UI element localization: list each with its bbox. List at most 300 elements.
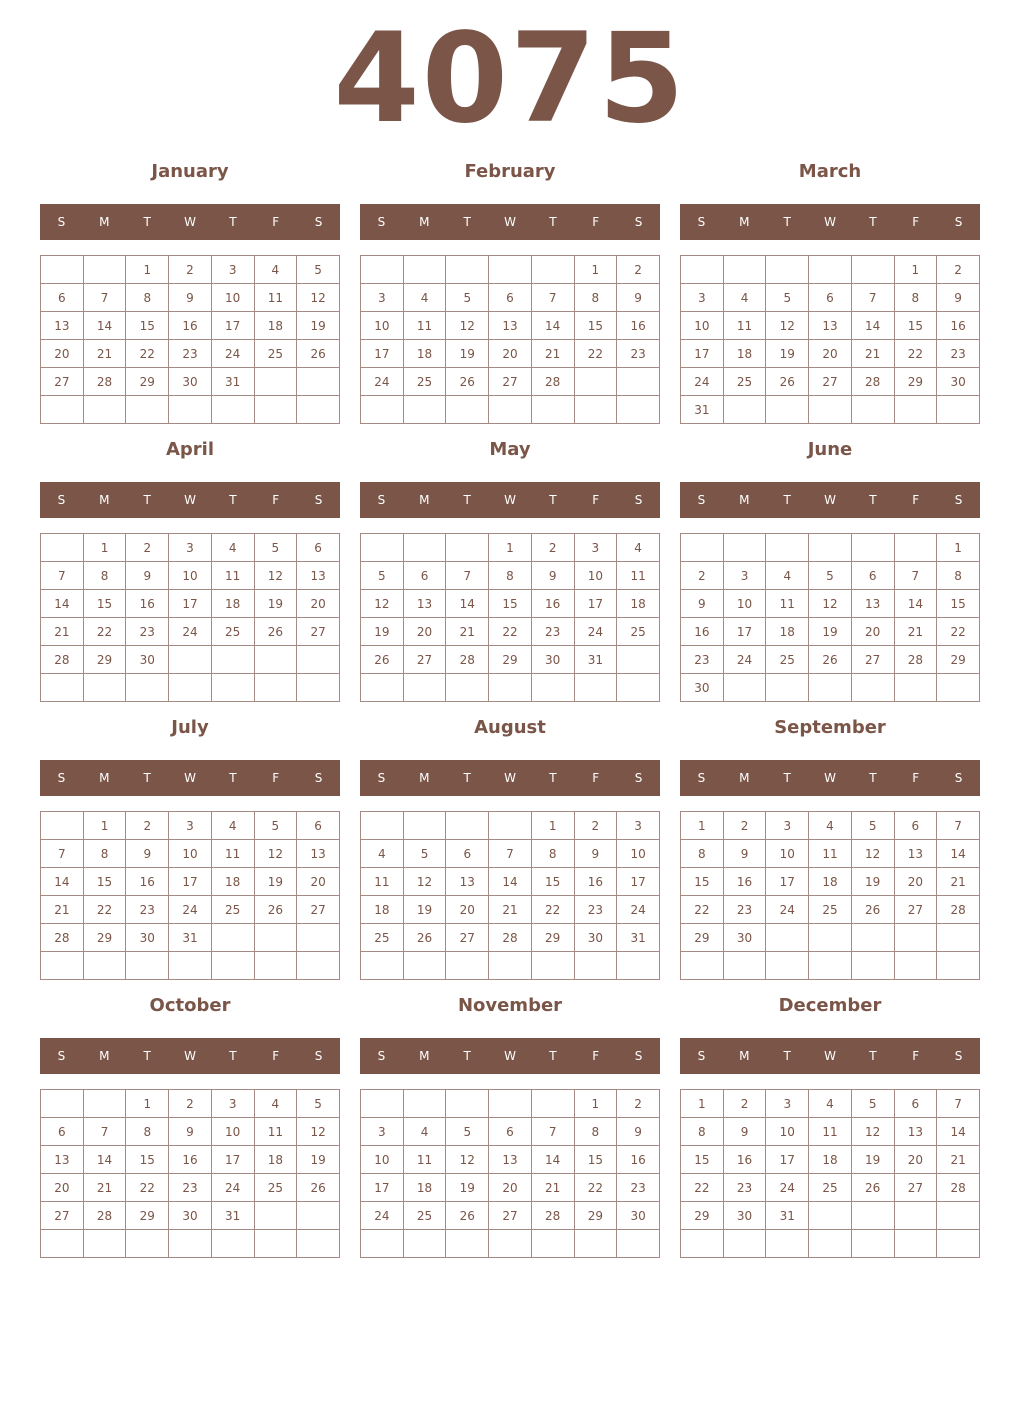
- day-cell: 29: [83, 646, 126, 674]
- day-cell: 20: [851, 618, 894, 646]
- day-cell: 25: [211, 896, 254, 924]
- week-row: [361, 840, 660, 868]
- week-row: [681, 1202, 980, 1230]
- day-cell: 21: [937, 1146, 980, 1174]
- empty-day-cell: [723, 256, 766, 284]
- day-cell: 12: [297, 1118, 340, 1146]
- empty-day-cell: [211, 924, 254, 952]
- day-cell: 23: [617, 340, 660, 368]
- empty-day-cell: [297, 368, 340, 396]
- day-cell: 30: [723, 1202, 766, 1230]
- day-cell: 7: [894, 562, 937, 590]
- day-cell: 14: [937, 840, 980, 868]
- day-cell: 5: [851, 1090, 894, 1118]
- empty-day-cell: [41, 256, 84, 284]
- day-cell: 4: [766, 562, 809, 590]
- weekday-label: T: [549, 215, 557, 229]
- day-cell: 25: [766, 646, 809, 674]
- weekday-label: W: [504, 215, 516, 229]
- weekday-label: T: [783, 1049, 791, 1063]
- day-cell: 26: [254, 618, 297, 646]
- week-row: [681, 562, 980, 590]
- day-cell: 16: [126, 590, 169, 618]
- weekday-label: S: [57, 493, 66, 507]
- month-name: June: [807, 439, 853, 460]
- week-row: [41, 674, 340, 702]
- day-cell: 27: [297, 618, 340, 646]
- day-cell: 21: [41, 896, 84, 924]
- day-cell: 4: [403, 1118, 446, 1146]
- empty-day-cell: [403, 674, 446, 702]
- weekday-header: [680, 1038, 980, 1074]
- empty-day-cell: [361, 256, 404, 284]
- day-cell: 11: [254, 284, 297, 312]
- day-cell: 6: [489, 1118, 532, 1146]
- day-cell: 16: [723, 868, 766, 896]
- empty-day-cell: [809, 1230, 852, 1258]
- weekday-header: [680, 482, 980, 518]
- day-cell: 5: [254, 534, 297, 562]
- day-cell: 18: [254, 312, 297, 340]
- empty-day-cell: [617, 368, 660, 396]
- empty-day-cell: [297, 646, 340, 674]
- day-cell: 22: [531, 896, 574, 924]
- empty-day-cell: [851, 534, 894, 562]
- empty-day-cell: [41, 1090, 84, 1118]
- day-cell: 22: [894, 340, 937, 368]
- empty-day-cell: [254, 1202, 297, 1230]
- month-february: [360, 160, 660, 426]
- day-cell: 21: [83, 1174, 126, 1202]
- day-cell: 5: [403, 840, 446, 868]
- day-cell: 6: [851, 562, 894, 590]
- day-cell: 13: [489, 1146, 532, 1174]
- days-grid: [680, 1089, 980, 1258]
- day-cell: 21: [489, 896, 532, 924]
- empty-day-cell: [403, 1230, 446, 1258]
- day-cell: 4: [211, 812, 254, 840]
- day-cell: 15: [574, 312, 617, 340]
- weekday-label: F: [912, 771, 920, 785]
- week-row: [681, 840, 980, 868]
- day-cell: 16: [169, 1146, 212, 1174]
- day-cell: 23: [617, 1174, 660, 1202]
- day-cell: 29: [531, 924, 574, 952]
- day-cell: 19: [446, 1174, 489, 1202]
- day-cell: 17: [169, 868, 212, 896]
- week-row: [681, 812, 980, 840]
- empty-day-cell: [531, 674, 574, 702]
- day-cell: 20: [41, 1174, 84, 1202]
- day-cell: 26: [297, 340, 340, 368]
- weekday-label: S: [377, 493, 386, 507]
- weekday-label: S: [377, 1049, 386, 1063]
- day-cell: 23: [126, 896, 169, 924]
- day-cell: 1: [126, 256, 169, 284]
- empty-day-cell: [531, 396, 574, 424]
- day-cell: 22: [126, 1174, 169, 1202]
- empty-day-cell: [403, 534, 446, 562]
- weekday-label: F: [272, 493, 280, 507]
- day-cell: 28: [83, 1202, 126, 1230]
- day-cell: 4: [403, 284, 446, 312]
- empty-day-cell: [446, 674, 489, 702]
- month-name: May: [489, 439, 531, 460]
- week-row: [681, 618, 980, 646]
- empty-day-cell: [83, 1230, 126, 1258]
- day-cell: 11: [361, 868, 404, 896]
- day-cell: 24: [211, 1174, 254, 1202]
- month-august: [360, 716, 660, 982]
- day-cell: 15: [126, 312, 169, 340]
- empty-day-cell: [361, 1230, 404, 1258]
- day-cell: 15: [574, 1146, 617, 1174]
- weekday-label: W: [504, 771, 516, 785]
- day-cell: 12: [446, 1146, 489, 1174]
- empty-day-cell: [41, 1230, 84, 1258]
- day-cell: 17: [681, 340, 724, 368]
- empty-day-cell: [446, 1230, 489, 1258]
- weekday-label: T: [549, 1049, 557, 1063]
- day-cell: 10: [574, 562, 617, 590]
- empty-day-cell: [851, 1230, 894, 1258]
- month-september: [680, 716, 980, 982]
- day-cell: 14: [489, 868, 532, 896]
- day-cell: 12: [254, 840, 297, 868]
- year-title: 4075: [333, 7, 687, 151]
- day-cell: 3: [766, 1090, 809, 1118]
- empty-day-cell: [681, 1230, 724, 1258]
- day-cell: 21: [937, 868, 980, 896]
- day-cell: 21: [531, 1174, 574, 1202]
- day-cell: 21: [894, 618, 937, 646]
- day-cell: 31: [211, 368, 254, 396]
- empty-day-cell: [211, 396, 254, 424]
- day-cell: 23: [937, 340, 980, 368]
- empty-day-cell: [254, 646, 297, 674]
- week-row: [361, 896, 660, 924]
- empty-day-cell: [766, 1230, 809, 1258]
- day-cell: 14: [41, 590, 84, 618]
- day-cell: 15: [83, 868, 126, 896]
- weekday-label: W: [824, 1049, 836, 1063]
- week-row: [361, 868, 660, 896]
- weekday-label: S: [954, 215, 963, 229]
- weekday-label: T: [463, 771, 471, 785]
- day-cell: 18: [403, 1174, 446, 1202]
- day-cell: 9: [937, 284, 980, 312]
- day-cell: 31: [681, 396, 724, 424]
- empty-day-cell: [83, 256, 126, 284]
- day-cell: 7: [83, 1118, 126, 1146]
- month-june: [680, 438, 980, 704]
- day-cell: 17: [574, 590, 617, 618]
- day-cell: 28: [531, 368, 574, 396]
- week-row: [681, 1146, 980, 1174]
- day-cell: 23: [169, 340, 212, 368]
- day-cell: 4: [211, 534, 254, 562]
- day-cell: 4: [254, 1090, 297, 1118]
- day-cell: 25: [617, 618, 660, 646]
- weekday-label: F: [272, 771, 280, 785]
- day-cell: 2: [723, 812, 766, 840]
- empty-day-cell: [403, 396, 446, 424]
- day-cell: 17: [766, 868, 809, 896]
- week-row: [41, 396, 340, 424]
- empty-day-cell: [211, 952, 254, 980]
- weekday-label: M: [99, 215, 110, 229]
- day-cell: 23: [574, 896, 617, 924]
- empty-day-cell: [574, 396, 617, 424]
- empty-day-cell: [446, 256, 489, 284]
- day-cell: 8: [681, 840, 724, 868]
- day-cell: 21: [446, 618, 489, 646]
- week-row: [361, 1090, 660, 1118]
- day-cell: 14: [851, 312, 894, 340]
- day-cell: 2: [126, 812, 169, 840]
- day-cell: 18: [809, 1146, 852, 1174]
- empty-day-cell: [403, 256, 446, 284]
- day-cell: 26: [446, 368, 489, 396]
- day-cell: 21: [41, 618, 84, 646]
- empty-day-cell: [681, 952, 724, 980]
- day-cell: 18: [403, 340, 446, 368]
- empty-day-cell: [446, 1090, 489, 1118]
- day-cell: 2: [574, 812, 617, 840]
- empty-day-cell: [41, 674, 84, 702]
- empty-day-cell: [937, 396, 980, 424]
- day-cell: 17: [169, 590, 212, 618]
- empty-day-cell: [446, 534, 489, 562]
- empty-day-cell: [851, 924, 894, 952]
- day-cell: 8: [83, 840, 126, 868]
- month-january: [40, 160, 340, 426]
- day-cell: 28: [851, 368, 894, 396]
- empty-day-cell: [937, 674, 980, 702]
- weekday-label: T: [229, 493, 237, 507]
- day-cell: 15: [681, 1146, 724, 1174]
- day-cell: 9: [723, 840, 766, 868]
- weekday-label: S: [634, 215, 643, 229]
- month-november: [360, 994, 660, 1260]
- month-name: September: [774, 717, 886, 738]
- empty-day-cell: [681, 256, 724, 284]
- empty-day-cell: [723, 534, 766, 562]
- day-cell: 8: [489, 562, 532, 590]
- week-row: [41, 1146, 340, 1174]
- day-cell: 11: [809, 1118, 852, 1146]
- day-cell: 11: [254, 1118, 297, 1146]
- empty-day-cell: [851, 1202, 894, 1230]
- empty-day-cell: [211, 674, 254, 702]
- month-may: [360, 438, 660, 704]
- day-cell: 26: [766, 368, 809, 396]
- empty-day-cell: [254, 952, 297, 980]
- day-cell: 20: [41, 340, 84, 368]
- day-cell: 15: [681, 868, 724, 896]
- empty-day-cell: [361, 534, 404, 562]
- day-cell: 5: [297, 256, 340, 284]
- day-cell: 7: [41, 840, 84, 868]
- day-cell: 24: [723, 646, 766, 674]
- empty-day-cell: [894, 1230, 937, 1258]
- empty-day-cell: [297, 674, 340, 702]
- week-row: [361, 952, 660, 980]
- week-row: [681, 646, 980, 674]
- week-row: [41, 1230, 340, 1258]
- empty-day-cell: [574, 368, 617, 396]
- day-cell: 11: [211, 562, 254, 590]
- weekday-label: T: [229, 1049, 237, 1063]
- day-cell: 22: [83, 618, 126, 646]
- day-cell: 2: [937, 256, 980, 284]
- day-cell: 26: [446, 1202, 489, 1230]
- day-cell: 13: [809, 312, 852, 340]
- day-cell: 27: [851, 646, 894, 674]
- day-cell: 20: [489, 340, 532, 368]
- empty-day-cell: [83, 674, 126, 702]
- week-row: [361, 1230, 660, 1258]
- empty-day-cell: [169, 396, 212, 424]
- month-october: [40, 994, 340, 1260]
- day-cell: 22: [937, 618, 980, 646]
- day-cell: 1: [83, 534, 126, 562]
- day-cell: 24: [681, 368, 724, 396]
- weekday-label: M: [419, 215, 430, 229]
- day-cell: 7: [531, 284, 574, 312]
- week-row: [41, 340, 340, 368]
- empty-day-cell: [403, 952, 446, 980]
- day-cell: 28: [489, 924, 532, 952]
- empty-day-cell: [169, 952, 212, 980]
- day-cell: 7: [937, 812, 980, 840]
- weekday-label: S: [314, 493, 323, 507]
- weekday-label: T: [229, 215, 237, 229]
- day-cell: 4: [809, 812, 852, 840]
- day-cell: 10: [169, 562, 212, 590]
- day-cell: 15: [531, 868, 574, 896]
- week-row: [681, 368, 980, 396]
- day-cell: 1: [126, 1090, 169, 1118]
- day-cell: 15: [894, 312, 937, 340]
- weekday-label: S: [314, 215, 323, 229]
- day-cell: 20: [809, 340, 852, 368]
- empty-day-cell: [766, 534, 809, 562]
- day-cell: 23: [681, 646, 724, 674]
- weekday-label: S: [377, 771, 386, 785]
- week-row: [41, 1174, 340, 1202]
- day-cell: 28: [531, 1202, 574, 1230]
- empty-day-cell: [894, 1202, 937, 1230]
- day-cell: 27: [297, 896, 340, 924]
- day-cell: 10: [766, 1118, 809, 1146]
- week-row: [41, 284, 340, 312]
- day-cell: 15: [83, 590, 126, 618]
- empty-day-cell: [937, 952, 980, 980]
- day-cell: 1: [681, 1090, 724, 1118]
- day-cell: 3: [361, 284, 404, 312]
- week-row: [361, 534, 660, 562]
- empty-day-cell: [489, 396, 532, 424]
- weekday-label: S: [634, 771, 643, 785]
- day-cell: 16: [681, 618, 724, 646]
- day-cell: 26: [851, 896, 894, 924]
- empty-day-cell: [297, 1202, 340, 1230]
- empty-day-cell: [574, 1230, 617, 1258]
- day-cell: 25: [403, 1202, 446, 1230]
- weekday-label: S: [314, 1049, 323, 1063]
- day-cell: 14: [446, 590, 489, 618]
- day-cell: 25: [403, 368, 446, 396]
- week-row: [361, 924, 660, 952]
- weekday-label: F: [592, 493, 600, 507]
- empty-day-cell: [766, 256, 809, 284]
- weekday-label: T: [549, 771, 557, 785]
- empty-day-cell: [851, 952, 894, 980]
- day-cell: 30: [574, 924, 617, 952]
- day-cell: 29: [489, 646, 532, 674]
- week-row: [41, 1202, 340, 1230]
- empty-day-cell: [766, 924, 809, 952]
- weekday-label: T: [143, 215, 151, 229]
- week-row: [361, 1146, 660, 1174]
- empty-day-cell: [169, 1230, 212, 1258]
- day-cell: 30: [126, 646, 169, 674]
- day-cell: 3: [211, 1090, 254, 1118]
- weekday-label: S: [954, 1049, 963, 1063]
- day-cell: 6: [894, 1090, 937, 1118]
- weekday-label: M: [739, 771, 750, 785]
- day-cell: 10: [211, 1118, 254, 1146]
- day-cell: 25: [254, 1174, 297, 1202]
- empty-day-cell: [531, 1230, 574, 1258]
- day-cell: 27: [41, 1202, 84, 1230]
- day-cell: 15: [126, 1146, 169, 1174]
- day-cell: 27: [403, 646, 446, 674]
- empty-day-cell: [937, 1230, 980, 1258]
- day-cell: 1: [681, 812, 724, 840]
- day-cell: 18: [723, 340, 766, 368]
- empty-day-cell: [894, 534, 937, 562]
- week-row: [361, 340, 660, 368]
- day-cell: 20: [297, 590, 340, 618]
- empty-day-cell: [766, 952, 809, 980]
- day-cell: 5: [446, 284, 489, 312]
- week-row: [361, 646, 660, 674]
- empty-day-cell: [446, 812, 489, 840]
- day-cell: 20: [403, 618, 446, 646]
- empty-day-cell: [617, 646, 660, 674]
- day-cell: 28: [41, 924, 84, 952]
- month-name: January: [151, 161, 229, 182]
- days-grid: [40, 1089, 340, 1258]
- empty-day-cell: [809, 534, 852, 562]
- day-cell: 30: [681, 674, 724, 702]
- weekday-label: W: [824, 771, 836, 785]
- week-row: [41, 618, 340, 646]
- day-cell: 11: [809, 840, 852, 868]
- weekday-header: [360, 760, 660, 796]
- week-row: [41, 868, 340, 896]
- day-cell: 10: [169, 840, 212, 868]
- day-cell: 31: [211, 1202, 254, 1230]
- day-cell: 9: [169, 1118, 212, 1146]
- week-row: [681, 674, 980, 702]
- day-cell: 30: [531, 646, 574, 674]
- day-cell: 29: [83, 924, 126, 952]
- day-cell: 26: [297, 1174, 340, 1202]
- weekday-label: W: [184, 215, 196, 229]
